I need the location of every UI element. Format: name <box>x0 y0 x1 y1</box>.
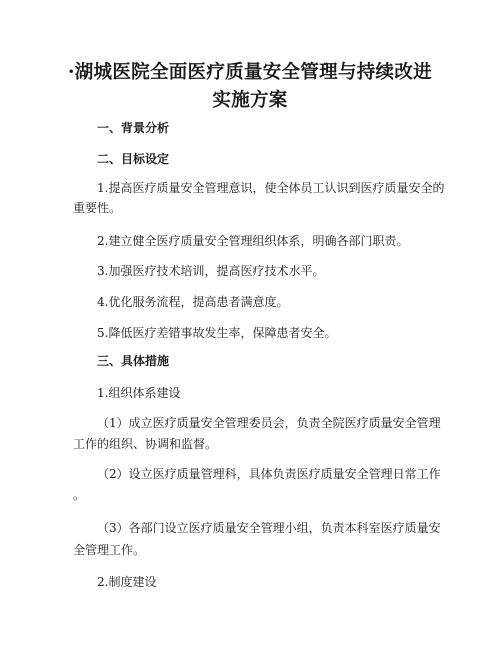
measure-1-item-3-line-1: （3）各部门设立医疗质量安全管理小组，负责本科室医疗质量安 <box>97 521 441 535</box>
section-heading-background: 一、背景分析 <box>97 121 170 135</box>
document-title-line-1: ·湖城医院全面医疗质量安全管理与持续改进 <box>68 62 432 83</box>
measure-1-title: 1.组织体系建设 <box>97 386 181 400</box>
measure-1-item-1-line-2: 工作的组织、协调和监督。 <box>73 437 218 451</box>
goal-5: 5.降低医疗差错事故发生率，保障患者安全。 <box>97 326 337 340</box>
section-heading-measures: 三、具体措施 <box>97 354 170 368</box>
goal-1-line-1: 1.提高医疗质量安全管理意识，使全体员工认识到医疗质量安全的 <box>97 181 445 195</box>
goal-1-line-2: 重要性。 <box>73 201 122 215</box>
section-heading-goals: 二、目标设定 <box>97 152 170 166</box>
measure-1-item-3-line-2: 全管理工作。 <box>73 543 146 557</box>
goal-3: 3.加强医疗技术培训，提高医疗技术水平。 <box>97 264 325 278</box>
document-title-line-2: 实施方案 <box>212 90 288 111</box>
goal-4: 4.优化服务流程，提高患者满意度。 <box>97 295 289 309</box>
measure-2-title: 2.制度建设 <box>97 575 157 589</box>
measure-1-item-2-line-1: （2）设立医疗质量管理科，具体负责医疗质量安全管理日常工作 <box>97 467 441 481</box>
measure-1-item-2-line-2: 。 <box>73 488 86 502</box>
goal-2: 2.建立健全医疗质量安全管理组织体系，明确各部门职责。 <box>97 234 409 248</box>
measure-1-item-1-line-1: （1）成立医疗质量安全管理委员会，负责全院医疗质量安全管理 <box>97 416 441 430</box>
